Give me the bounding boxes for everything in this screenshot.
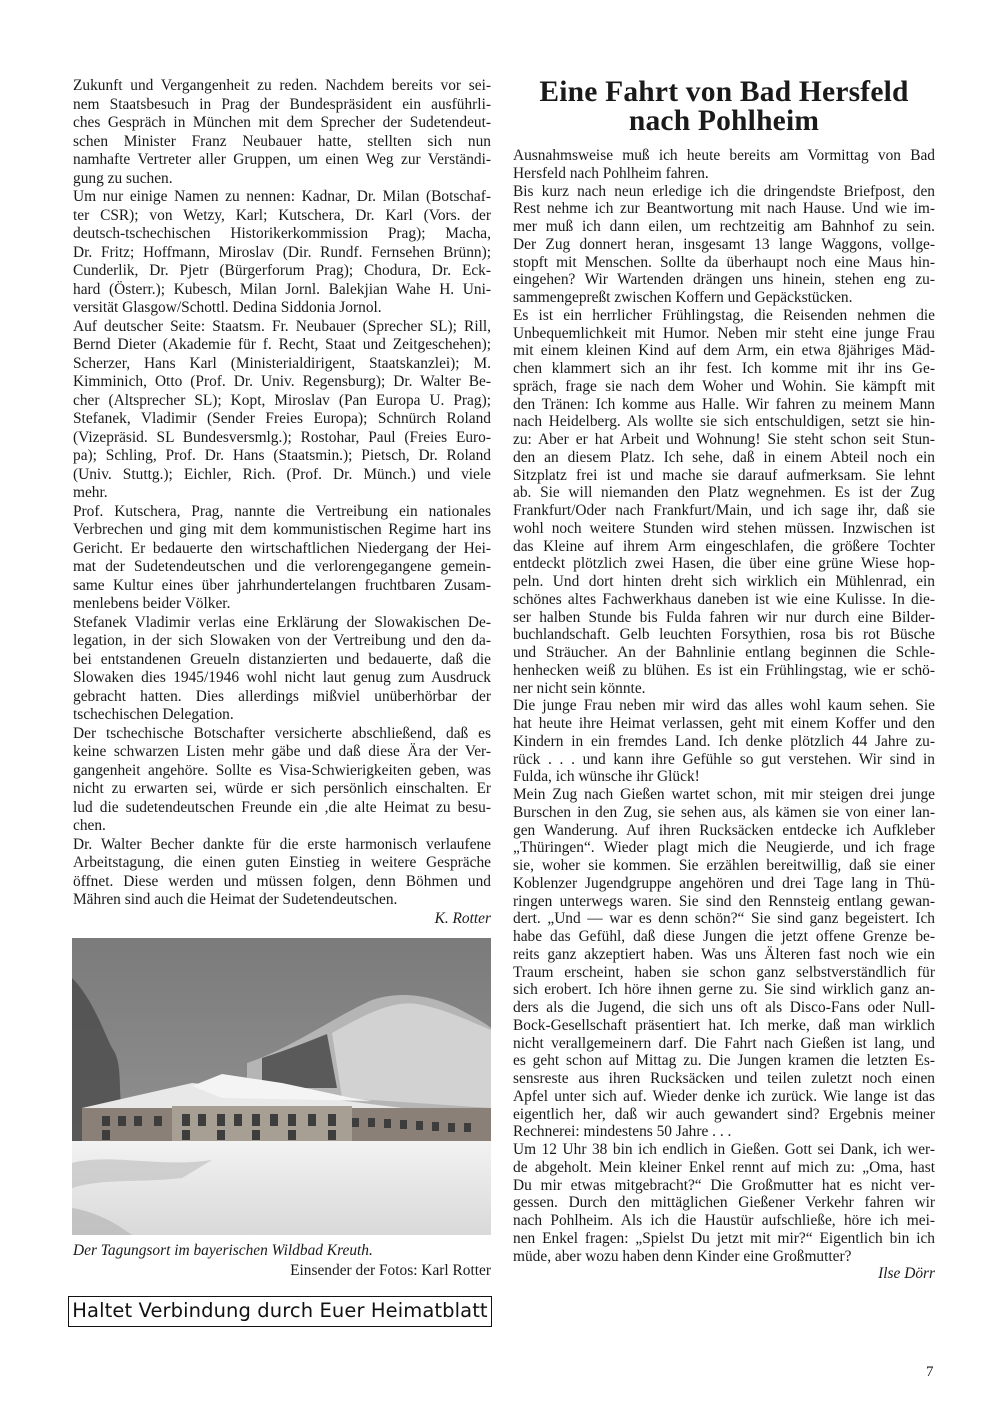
text-line: mit einem kleinen Kind auf dem Arm, ein etwa 8jähriges Mäd-	[513, 342, 935, 360]
text-line: ders als die Jugend, die sich uns oft als Disco-Fans oder Null-	[513, 999, 935, 1016]
text-line: Stefanek Vladimir verlas eine Erklärung der Slowakischen De-	[73, 613, 491, 631]
text-line: nach Pohlheim. Als ich die Haustür aufschließe, höre ich mei-	[513, 1212, 935, 1229]
text-line: Cunderlik, Dr. Pjetr (Bürgerforum Prag); Chodura, Dr. Eck-	[73, 262, 491, 279]
text-line: namhafte Vertreter aller Gruppen, um einen Weg zur Verständi-	[73, 151, 491, 168]
paragraph	[73, 614, 491, 725]
text-line: Burschen in den Zug, sie sehen aus, als kämen sie von einer lan-	[513, 803, 935, 821]
text-line: das Kleine auf ihrem Arm eingeschlafen, die größere Tochter	[513, 537, 935, 555]
text-line: Auf deutscher Seite: Staatsm. Fr. Neubauer (Sprecher SL); Rill,	[73, 317, 491, 335]
photo-credit: Einsender der Fotos: Karl Rotter	[290, 1262, 491, 1279]
paragraph	[513, 307, 935, 698]
text-line: lud die sudetendeutschen Freunde ein ,die alte Heimat zu besu-	[73, 798, 491, 816]
text-line: Frankfurt/Oder nach Frankfurt/Main, und ich sage ihr, daß sie	[513, 502, 935, 519]
text-line: tschechischen Delegation.	[73, 706, 234, 723]
paragraph	[73, 725, 491, 836]
text-line: Slowaken dies 1945/1946 wohl nicht laut genug zum Ausdruck	[73, 669, 491, 686]
text-line: Verbrechen und ging mit dem kommunistischen Regime hart ins	[73, 521, 491, 538]
text-line: gessen. Durch den mittäglichen Gießener Verkehr fahren wir	[513, 1194, 935, 1212]
text-line: entdeckt plötzlich zwei Hasen, die über eine grüne Wiese hop-	[513, 555, 935, 573]
text-line: keine schwarzen Listen mehr gäbe und daß diese Ära der Ver-	[73, 743, 491, 760]
page-number: 7	[926, 1364, 934, 1380]
text-line: deutsch-tschechischen Historikerkommission Prag); Macha,	[73, 225, 491, 242]
text-line: Kimminich, Otto (Prof. Dr. Univ. Regensburg); Dr. Walter Be-	[73, 373, 491, 390]
text-line: Unbequemlichkeit mit Humor. Neben mir steht eine junge Frau	[513, 324, 935, 342]
text-line: Bis kurz nach neun erledige ich die dringendste Briefpost, den	[513, 182, 935, 200]
author-signature: K. Rotter	[434, 909, 491, 927]
text-line: menlebens beider Völker.	[73, 595, 231, 612]
text-line: es geht schon auf Mittag zu. Die Jungen kramen die letzten Es-	[513, 1052, 935, 1070]
text-line: schönes altes Fachwerkhaus daneben ist wie eine Kulisse. In die-	[513, 590, 935, 608]
text-line: chen.	[73, 817, 106, 834]
text-line: wohl noch weitere Stunden wird stehen müssen. Inzwischen ist	[513, 519, 935, 537]
paragraph	[513, 183, 935, 307]
photo-caption: Der Tagungsort im bayerischen Wildbad Kreuth.	[73, 1242, 373, 1259]
text-line: pa); Schling, Prof. Dr. Hans (Staatsmin.); Pietsch, Dr. Roland	[73, 447, 491, 464]
text-line: eigentlich her, daß wir auch gewandert sind? Ergebnis meiner	[513, 1105, 935, 1123]
text-line: nen Enkel fragen: „Spielst Du jetzt mit mir?“ Eigentlich bin ich	[513, 1229, 935, 1247]
paragraph	[73, 836, 491, 910]
article-title	[513, 78, 935, 136]
text-line: mat der Sudetendeutschen und die verlorengegangene gemein-	[73, 558, 491, 575]
paragraph	[513, 1141, 935, 1265]
text-line: Zukunft und Vergangenheit zu reden. Nachdem bereits vor sei-	[73, 77, 491, 94]
text-line: eingehen? Wir Wartenden drängen uns hinein, stehen eng zu-	[513, 271, 935, 289]
article-column-fahrt	[513, 78, 935, 1283]
text-line: Ausnahmsweise muß ich heute bereits am Vormittag von Bad	[513, 147, 935, 164]
text-line: de abgeholt. Mein kleiner Enkel rennt auf mich zu: „Oma, hast	[513, 1158, 935, 1176]
text-line: Stefanek, Vladimir (Sender Freies Europa); Schnürch Roland	[73, 410, 491, 427]
text-line: Bernd Dieter (Akademie für f. Recht, Staat und Zeitgeschehen);	[73, 336, 491, 353]
text-line: hard (Österr.); Kubesch, Milan Jornl. Balekjian Wahe H. Uni-	[73, 280, 491, 298]
text-line: sensreste aus ihren Rucksäcken und teilen zuletzt noch einen	[513, 1070, 935, 1087]
text-line: ab. Sie will niemanden den Platz wegnehmen. Es ist der Zug	[513, 484, 935, 502]
text-line: „Thüringen“. Wieder plagt mich die Neugierde, und ich frage	[513, 839, 935, 857]
text-line: nem Staatsbesuch in Prag der Bundespräsident ein ausführli-	[73, 95, 491, 113]
article-continuation-column	[73, 77, 491, 928]
author-signature: Ilse Dörr	[878, 1265, 935, 1283]
text-line: (Univ. Stuttg.); Eichler, Rich. (Prof. Dr. Münch.) und viele	[73, 465, 491, 483]
text-line: Dr. Fritz; Hoffmann, Miroslav (Dir. Rundf. Fernsehen Brünn);	[73, 243, 491, 261]
paragraph	[73, 77, 491, 188]
text-line: Bock-Gesellschaft präsentiert hat. Ich merke, daß man wirklich	[513, 1016, 935, 1034]
text-line: gen Wanderung. Auf ihren Rucksäcken entdecke ich Aufkleber	[513, 821, 935, 839]
text-line: chen klammert sich an ihr fest. Ich komme mit ihr ins Ge-	[513, 360, 935, 377]
article-body	[513, 147, 935, 1265]
text-line: nicht verallgemeinern darf. Die Fahrt nach Gießen ist lang, und	[513, 1034, 935, 1052]
text-line: Scherzer, Hans Karl (Ministerialdirigent, Staatskanzlei); M.	[73, 354, 491, 372]
paragraph	[73, 188, 491, 318]
text-line: sie, woher sie kommen. Sie erzählen bereitwillig, daß sie einer	[513, 857, 935, 874]
text-line: Mein Zug nach Gießen wartet schon, mit mir steigen drei junge	[513, 786, 935, 803]
text-line: Es ist ein herrlicher Frühlingstag, die Reisenden nehmen die	[513, 306, 935, 324]
article-body	[73, 77, 491, 910]
text-line: gung zu suchen.	[73, 169, 173, 187]
paragraph	[513, 147, 935, 183]
text-line: den an diesem Platz. Ich sehe, daß in einem Abteil noch ein	[513, 448, 935, 466]
text-line: Rechnerei: mindestens 50 Jahre . . .	[513, 1123, 732, 1141]
text-line: Dr. Walter Becher dankte für die erste harmonisch verlaufene	[73, 835, 491, 853]
text-line: Prof. Kutschera, Prag, nannte die Vertreibung ein nationales	[73, 502, 491, 520]
text-line: Du mir etwas mitgebracht?“ Die Großmutter hat es nicht ver-	[513, 1176, 935, 1194]
paragraph	[73, 503, 491, 614]
text-line: Um 12 Uhr 38 bin ich endlich in Gießen. Gott sei Dank, ich wer-	[513, 1141, 935, 1158]
text-line: mehr.	[73, 484, 108, 501]
text-line: stopft mit Menschen. Sollte da überhaupt noch eine Maus hin-	[513, 253, 935, 271]
article-title-line: nach Pohlheim	[628, 105, 820, 137]
text-line: ner nicht sein könnte.	[513, 679, 646, 697]
text-line: Mähren sind auch die Heimat der Sudetendeutschen.	[73, 891, 398, 908]
text-line: den Tränen: Ich komme aus Halle. Wir fahren zu meinem Mann	[513, 395, 935, 413]
text-line: ringen unterwegs waren. Sie sind den Rennsteig entlang gewan-	[513, 892, 935, 910]
text-line: öffnet. Diese werden und müssen folgen, denn Böhmen und	[73, 872, 491, 890]
text-line: Apfel unter sich auf. Wieder denke ich zurück. Wie lange ist das	[513, 1087, 935, 1105]
text-line: hat heute ihre Heimat verlassen, geht mit einem Koffer und den	[513, 715, 935, 732]
text-line: und Sträucher. An der Bahnlinie entlang beginnen die Schle-	[513, 644, 935, 661]
text-line: henhecken weiß zu blühen. Es ist ein Frühlingstag, wie er schö-	[513, 661, 935, 679]
text-line: reits ganz akzeptiert haben. Was uns Älteren fast noch wie ein	[513, 945, 935, 963]
text-line: Um nur einige Namen zu nennen: Kadnar, Dr. Milan (Botschaf-	[73, 188, 491, 205]
text-line: same Kultur eines über jahrhundertelangen fruchtbaren Zusam-	[73, 576, 491, 594]
text-line: dert. „Und — war es denn schön?“ Sie sind ganz begeistert. Ich	[513, 910, 935, 928]
text-line: peln. Und dort hinten dreht sich wirklich ein Mühlenrad, ein	[513, 573, 935, 590]
text-line: ser halben Stunde bis Fulda fahren wir nur durch eine Bilder-	[513, 608, 935, 626]
text-line: rück . . . und kann ihre Gefühle so gut verstehen. Wir sind in	[513, 750, 935, 768]
text-line: Die junge Frau neben mir wird das alles wohl kaum sehen. Sie	[513, 697, 935, 715]
text-line: Sitzplatz frei ist und mache sie darauf aufmerksam. Sie lehnt	[513, 466, 935, 484]
text-line: ches Gespräch in München mit dem Sprecher der Sudetendeut-	[73, 114, 491, 131]
text-line: cher (Altsprecher SL); Kopt, Miroslav (Pan Europa U. Prag);	[73, 391, 491, 409]
text-line: Hersfeld nach Pohlheim fahren.	[513, 164, 709, 182]
paragraph	[73, 318, 491, 503]
text-line: bei entstandenen Greueln distanzierten und bedauerte, daß die	[73, 650, 491, 668]
paragraph	[513, 697, 935, 786]
text-line: nicht zu erwarten sei, würde er sich persönlich einschalten. Er	[73, 780, 491, 797]
text-line: Fulda, ich wünsche ihr Glück!	[513, 768, 700, 786]
text-line: Koblenzer Jugendgruppe angehören und drei Tage lang in Thü-	[513, 874, 935, 892]
text-line: gebracht hatten. Dies allerdings mißviel unüberhörbar der	[73, 687, 491, 705]
text-line: legation, in der sich Slowaken von der Vertreibung und den da-	[73, 632, 491, 649]
text-line: nach Heidelberg. Als wollte sie sich entschuldigen, setzt sie hin-	[513, 413, 935, 431]
heimatblatt-banner: Haltet Verbindung durch Euer Heimatblatt	[68, 1296, 492, 1327]
text-line: Der tschechische Botschafter versicherte abschließend, daß es	[73, 724, 491, 742]
text-line: buchlandschaft. Gelb leuchten Forsythien, rosa bis rot Büsche	[513, 626, 935, 644]
text-line: zu: Aber er hat Arbeit und Wohnung! Sie steht schon seit Stun-	[513, 431, 935, 448]
text-line: sammengepreßt zwischen Koffern und Gepäckstücken.	[513, 289, 853, 306]
text-line: sich erobert. Ich höre ihnen gerne zu. Sie sind wirklich ganz an-	[513, 981, 935, 999]
photo-caption-block	[73, 1241, 491, 1281]
text-line: habe das Gefühl, daß diese Jungen die jetzt offene Grenze be-	[513, 928, 935, 945]
text-line: Gericht. Er bedauerte den wirtschaftlichen Niedergang der Hei-	[73, 539, 491, 557]
text-line: (Vizepräsid. SL Bundesversmlg.); Rostohar, Paul (Freies Euro-	[73, 428, 491, 446]
text-line: müde, aber wozu haben denn Kinder eine Großmutter?	[513, 1247, 852, 1265]
article-title-line: Eine Fahrt von Bad Hersfeld	[539, 76, 909, 108]
text-line: Der Zug donnert heran, insgesamt 13 lange Waggons, vollge-	[513, 235, 935, 253]
text-line: schen Minister Franz Neubauer hatte, stellten sich nun	[73, 132, 491, 150]
text-line: versität Glasgow/Schottl. Dedina Siddonia Jornol.	[73, 299, 382, 316]
text-line: spräch, frage sie nach dem Woher und Wohin. Sie kämpft mit	[513, 377, 935, 395]
text-line: Arbeitstagung, die einen guten Einstieg in weitere Gespräche	[73, 854, 491, 871]
text-line: ter CSR); von Wetzy, Karl; Kutschera, Dr. Karl (Vors. der	[73, 206, 491, 224]
text-line: Traum erscheint, haben sie schon ganz selbstverständlich für	[513, 963, 935, 981]
text-line: mer muß ich dann eilen, um rechtzeitig am Bahnhof zu sein.	[513, 218, 935, 235]
text-line: gangenheit angehöre. Sollte es Visa-Schwierigkeiten geben, was	[73, 761, 491, 779]
photo-wildbad-kreuth	[72, 938, 491, 1235]
text-line: Kindern in ein fremdes Land. Ich denke plötzlich 44 Jahre zu-	[513, 732, 935, 750]
snowy-building-photo	[72, 938, 491, 1235]
paragraph	[513, 786, 935, 1141]
text-line: Rest nehme ich zur Beantwortung mit nach Hause. Und wie im-	[513, 200, 935, 218]
